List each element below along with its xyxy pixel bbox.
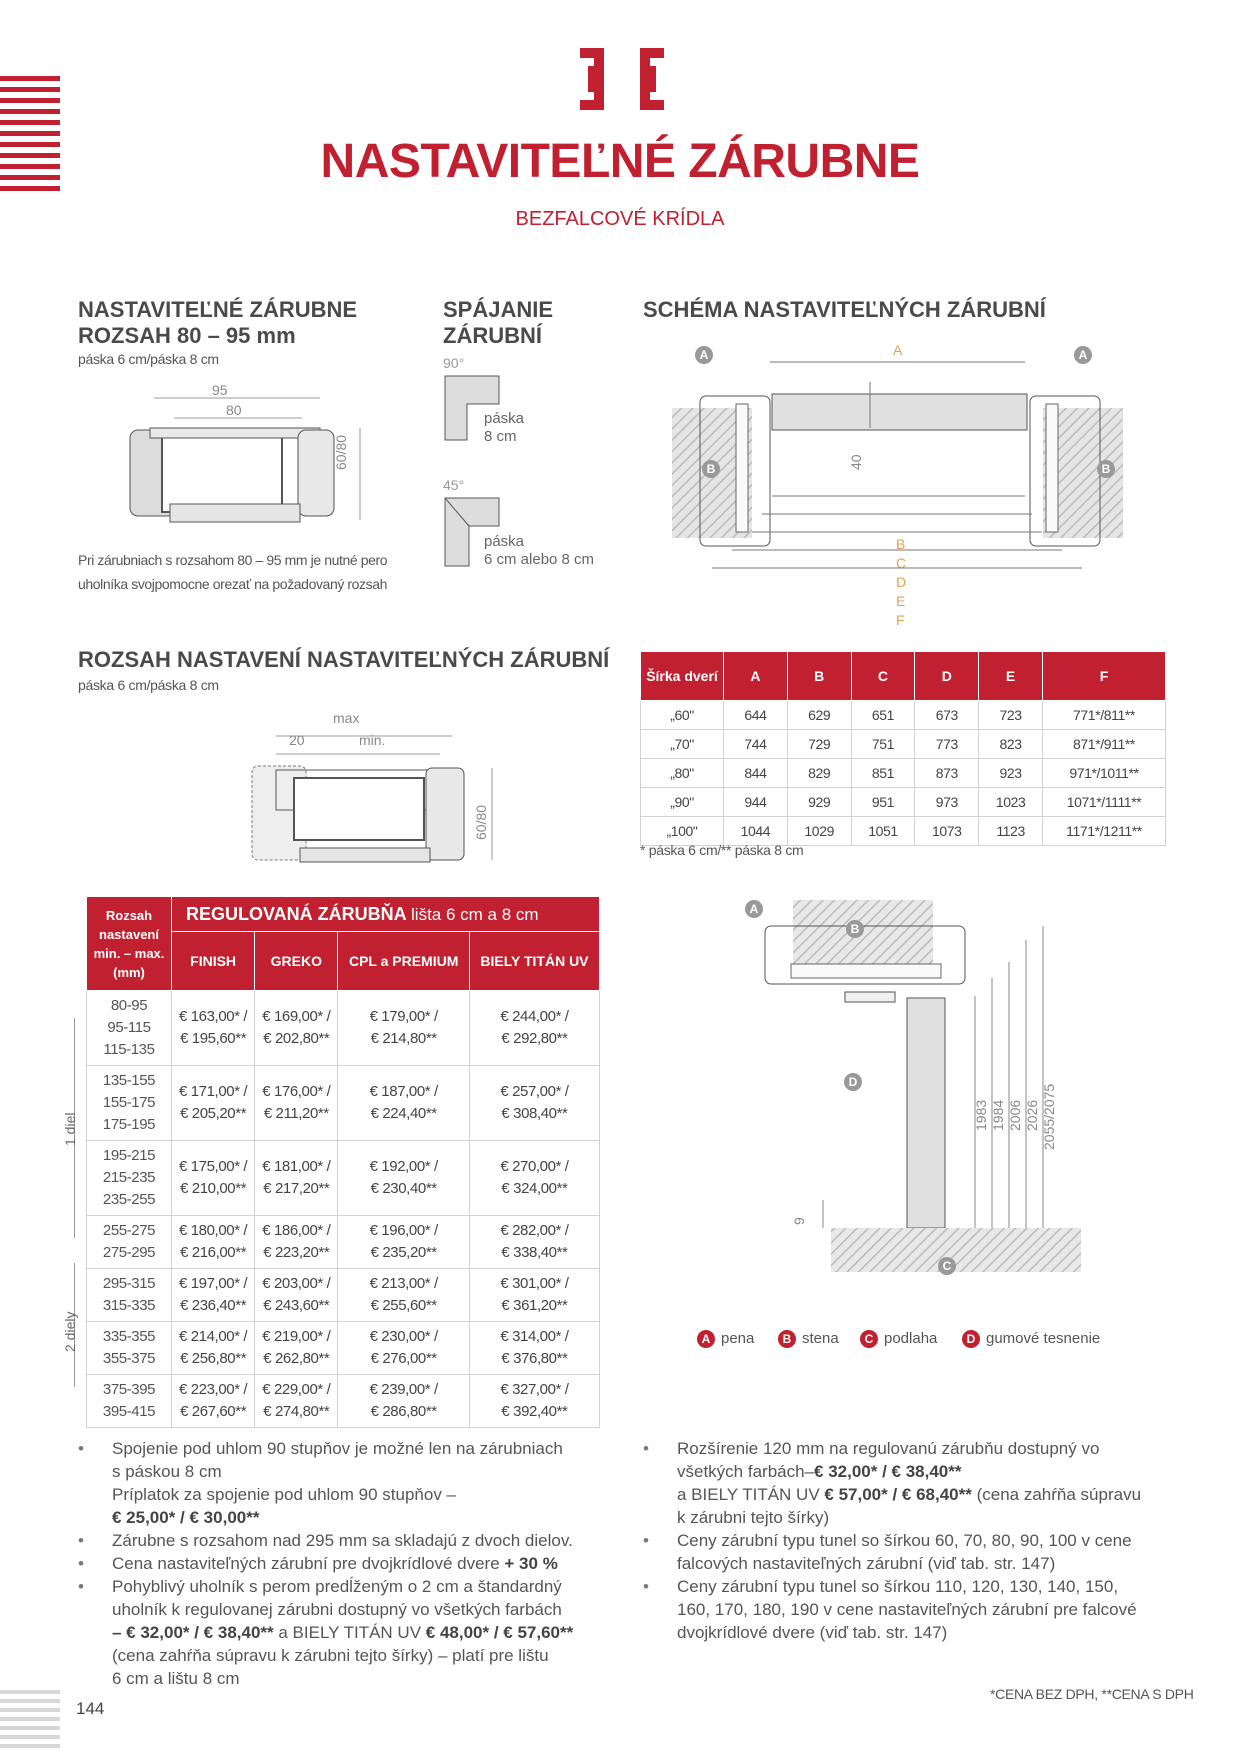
table-row (87, 1375, 600, 1428)
dim-80: 80 (226, 402, 242, 418)
price-cell: € 270,00* / € 324,00** (469, 1141, 599, 1216)
price-cell: € 175,00* / € 210,00** (172, 1141, 255, 1216)
price-cell: € 187,00* / € 224,40** (338, 1066, 469, 1141)
price-cell: € 230,00* / € 276,00** (338, 1322, 469, 1375)
dimension-table (640, 651, 1166, 846)
table-row: „60" 644 629 651 673 723 771*/811** (641, 701, 1166, 730)
range-section-title: NASTAVITEĽNÉ ZÁRUBNE ROZSAH 80 – 95 mm (78, 297, 358, 348)
tape-90-label: páska 8 cm (484, 410, 525, 445)
price-cell: € 179,00* / € 214,80** (338, 991, 469, 1066)
page-title: NASTAVITEĽNÉ ZÁRUBNE (320, 135, 920, 188)
table-row (87, 1216, 600, 1269)
table-row (87, 1066, 600, 1141)
col-cpl-premium: CPL a PREMIUM (338, 932, 469, 991)
door-frame-logo-icon (578, 46, 666, 112)
table-row (87, 991, 600, 1066)
list-item: • Ceny zárubní typu tunel so šírkou 60, 70, 80, 90, 100 v cene falcových nastaviteľných zárubní (viď tab. str. 147) (643, 1529, 1183, 1575)
list-item: • Pohyblivý uholník s perom predĺženým o 2 cm a štandardný uholník k regulovanej zárubni dostupný vo všetkých farbách – € 32,00* / € 38,40** a BIELY TITÁN UV € 48,00* / € 57,60** (cena zahŕňa súpravu k zárubni tejto šírky) – platí pre lištu 6 cm a lištu 8 cm (78, 1575, 618, 1690)
dim-header: A (724, 652, 788, 701)
range-cell: 335-355 355-375 (87, 1322, 172, 1375)
price-cell: € 171,00* / € 205,20** (172, 1066, 255, 1141)
price-cell: € 314,00* / € 376,80** (469, 1322, 599, 1375)
list-item: • Rozšírenie 120 mm na regulovanú zárubňu dostupný vo všetkých farbách–€ 32,00* / € 38,40** a BIELY TITÁN UV € 57,00* / € 68,40** (cena zahŕňa súpravu k zárubni tejto šírky) (643, 1437, 1183, 1529)
range-cell: 375-395 395-415 (87, 1375, 172, 1428)
side-a-marker: A (745, 900, 769, 918)
range-cell: 135-155 155-175 175-195 (87, 1066, 172, 1141)
schema-dim-letters: B C D E F (896, 536, 907, 628)
col-biely-titan: BIELY TITÁN UV (469, 932, 599, 991)
adjust-section-title: ROZSAH NASTAVENÍ NASTAVITEĽNÝCH ZÁRUBNÍ (78, 647, 610, 672)
schema-dim-40: 40 (848, 454, 864, 470)
price-cell: € 223,00* / € 267,60** (172, 1375, 255, 1428)
dim-header: F (1043, 652, 1166, 701)
adjust-tape-note: páska 6 cm/páska 8 cm (78, 677, 219, 693)
height-2026: 2026 (1024, 1099, 1040, 1131)
dim-header: E (979, 652, 1043, 701)
price-cell: € 282,00* / € 338,40** (469, 1216, 599, 1269)
price-cell: € 186,00* / € 223,20** (255, 1216, 338, 1269)
dim-table-footnote: * páska 6 cm/** páska 8 cm (640, 842, 804, 858)
dim-header: B (787, 652, 851, 701)
price-cell: € 203,00* / € 243,60** (255, 1269, 338, 1322)
schema-b-left-marker: B (702, 460, 726, 478)
price-cell: € 213,00* / € 255,60** (338, 1269, 469, 1322)
range-header: Rozsah nastavení min. – max. (mm) (87, 897, 172, 991)
dim-95: 95 (212, 382, 228, 398)
group-1-label: 1 diel (62, 1112, 78, 1146)
price-cell: € 239,00* / € 286,80** (338, 1375, 469, 1428)
schema-section-title: SCHÉMA NASTAVITEĽNÝCH ZÁRUBNÍ (643, 297, 1046, 322)
table-row (87, 1322, 600, 1375)
price-cell: € 180,00* / € 216,00** (172, 1216, 255, 1269)
table-row (87, 1269, 600, 1322)
adjust-dim-60-80: 60/80 (473, 804, 489, 840)
list-item: • Cena nastaviteľných zárubní pre dvojkrídlové dvere + 30 % (78, 1552, 618, 1575)
price-cell: € 244,00* / € 292,80** (469, 991, 599, 1066)
price-cell: € 301,00* / € 361,20** (469, 1269, 599, 1322)
angle-45: 45° (443, 477, 465, 493)
price-footnote: *CENA BEZ DPH, **CENA S DPH (990, 1686, 1194, 1702)
page-number: 144 (76, 1699, 105, 1718)
table-row: „80" 844 829 851 873 923 971*/1011** (641, 759, 1166, 788)
footer-stripes (0, 1690, 60, 1753)
price-cell: € 257,00* / € 308,40** (469, 1066, 599, 1141)
range-caption: Pri zárubniach s rozsahom 80 – 95 mm je nutné pero uholníka svojpomocne orezať na požadovaný rozsah (78, 552, 388, 592)
dim-header: Šírka dverí (641, 652, 724, 701)
tape-45-label: páska 6 cm alebo 8 cm (484, 533, 595, 568)
range-cell: 195-215 215-235 235-255 (87, 1141, 172, 1216)
range-cell: 80-95 95-115 115-135 (87, 991, 172, 1066)
price-cell: € 214,00* / € 256,80** (172, 1322, 255, 1375)
schema-a-left-marker: A (695, 346, 719, 364)
side-section-diagram (745, 898, 1115, 1288)
legend-podlaha: C podlaha (860, 1330, 937, 1348)
price-cell: € 229,00* / € 274,80** (255, 1375, 338, 1428)
legend-tesnenie: D gumové tesnenie (962, 1330, 1100, 1348)
notes-right (643, 1437, 1183, 1644)
height-2055-2075: 2055/2075 (1041, 1083, 1057, 1150)
list-item: • Ceny zárubní typu tunel so šírkou 110, 120, 130, 140, 150, 160, 170, 180, 190 v cene nastaviteľných zárubní pre falcové dvojkrídlové dvere (viď tab. str. 147) (643, 1575, 1183, 1644)
side-c-marker: C (938, 1257, 962, 1275)
legend-pena: A pena (697, 1330, 754, 1348)
notes-left (78, 1437, 618, 1690)
price-cell: € 181,00* / € 217,20** (255, 1141, 338, 1216)
height-1983: 1983 (973, 1099, 989, 1131)
legend-stena: B stena (778, 1330, 839, 1348)
range-cell: 255-275 275-295 (87, 1216, 172, 1269)
price-cell: € 163,00* / € 195,60** (172, 991, 255, 1066)
table-row: „100" 1044 1029 1051 1073 1123 1171*/1211** (641, 817, 1166, 846)
price-cell: € 219,00* / € 262,80** (255, 1322, 338, 1375)
schema-b-right-marker: B (1097, 460, 1121, 478)
price-cell: € 176,00* / € 211,20** (255, 1066, 338, 1141)
price-cell: € 169,00* / € 202,80** (255, 991, 338, 1066)
list-item: • Zárubne s rozsahom nad 295 mm sa skladajú z dvoch dielov. (78, 1529, 618, 1552)
height-1984: 1984 (990, 1099, 1006, 1131)
col-finish: FINISH (172, 932, 255, 991)
table-row: „90" 944 929 951 973 1023 1071*/1111** (641, 788, 1166, 817)
range-tape-note: páska 6 cm/páska 8 cm (78, 351, 219, 367)
page-subtitle: BEZFALCOVÉ KRÍDLA (515, 208, 725, 230)
range-cell: 295-315 315-335 (87, 1269, 172, 1322)
regulated-frame-header: REGULOVANÁ ZÁRUBŇA lišta 6 cm a 8 cm (172, 897, 600, 932)
angle-90: 90° (443, 355, 465, 371)
group-2-label: 2 diely (62, 1311, 78, 1352)
adjust-min: min. (359, 732, 386, 748)
price-cell: € 197,00* / € 236,40** (172, 1269, 255, 1322)
schema-a-right-marker: A (1074, 346, 1098, 364)
adjust-dim-20: 20 (289, 732, 305, 748)
list-item: • Spojenie pod uhlom 90 stupňov je možné len na zárubniach s páskou 8 cm Príplatok za spojenie pod uhlom 90 stupňov – € 25,00* / € 30,00** (78, 1437, 618, 1529)
price-cell: € 192,00* / € 230,40** (338, 1141, 469, 1216)
dim-header: D (915, 652, 979, 701)
schema-a-top: A (893, 342, 903, 358)
adjust-max: max (333, 710, 360, 726)
height-2006: 2006 (1007, 1099, 1023, 1131)
dim-header: C (851, 652, 915, 701)
price-cell: € 327,00* / € 392,40** (469, 1375, 599, 1428)
dim-60-80: 60/80 (333, 434, 349, 470)
table-row: „70" 744 729 751 773 823 871*/911** (641, 730, 1166, 759)
price-cell: € 196,00* / € 235,20** (338, 1216, 469, 1269)
col-greko: GREKO (255, 932, 338, 991)
side-dim-9: 9 (791, 1217, 807, 1225)
joining-section-title: SPÁJANIE ZÁRUBNÍ (443, 297, 554, 348)
side-d-marker: D (844, 1073, 868, 1091)
table-row (87, 1141, 600, 1216)
price-table (86, 896, 600, 1428)
side-b-marker: B (846, 920, 870, 938)
